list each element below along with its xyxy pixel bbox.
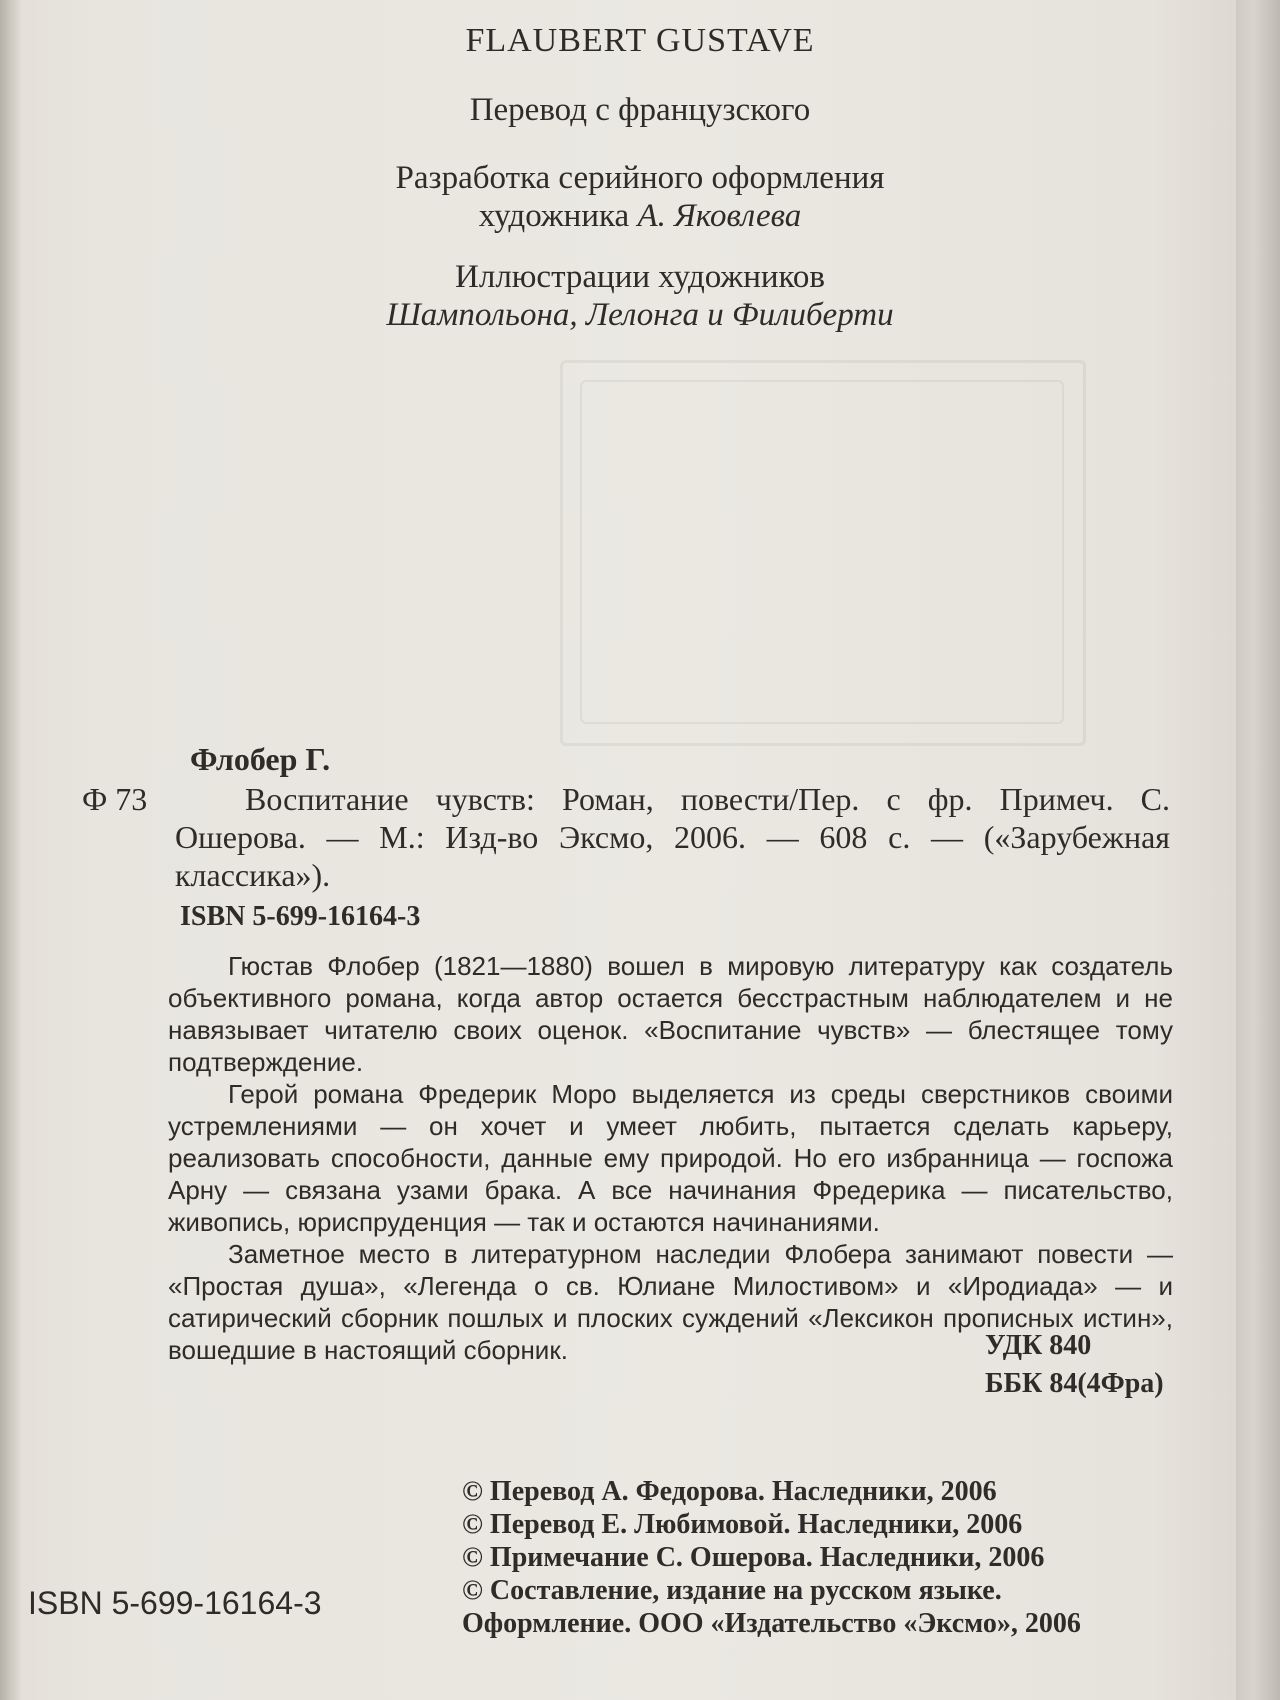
copyright-notices bbox=[462, 1475, 1202, 1640]
copyright-line: © Перевод А. Федорова. Наследники, 2006 bbox=[462, 1476, 997, 1507]
show-through-ghost-inner bbox=[580, 380, 1064, 724]
illustrations-line1: Иллюстрации художников bbox=[455, 259, 825, 295]
copyright-line: © Перевод Е. Любимовой. Наследники, 2006 bbox=[462, 1509, 1023, 1540]
translated-from: Перевод с французского bbox=[469, 92, 811, 128]
series-design-artist: А. Яковлева bbox=[637, 198, 802, 234]
annotation-paragraph: Гюстав Флобер (1821—1880) вошел в мировую литературу как создатель объективного романа, когда автор остается бесстрастным наблюдателем и не навязывает читателю своих оценок. «Воспитание чувств» — блестящее тому подтверждение. bbox=[168, 951, 1173, 1077]
gutter-shadow bbox=[0, 0, 22, 1700]
bib-code: Ф 73 bbox=[82, 781, 148, 817]
copyright-line: © Примечание С. Ошерова. Наследники, 2006 bbox=[462, 1542, 1045, 1573]
annotation-paragraph: Заметное место в литературном наследии Флобера занимают повести — «Простая душа», «Легенда о св. Юлиане Милостивом» и «Иродиада» — и сатирический сборник пошлых и плоских суждений «Лексикон прописных истин», вошедшие в настоящий сборник. bbox=[168, 1239, 1173, 1365]
bib-author: Флобер Г. bbox=[190, 741, 331, 777]
copyright-line: Оформление. ООО «Издательство «Эксмо», 2006 bbox=[462, 1608, 1081, 1639]
series-design-prefix: художника bbox=[478, 198, 638, 234]
series-design-line1: Разработка серийного оформления bbox=[395, 160, 885, 196]
annotation-paragraph: Герой романа Фредерик Моро выделяется из среды сверстников своими устремлениями — он хочет и умеет любить, пытается сделать карьеру, реализовать способности, данные ему природой. Но его избранница — госпожа Арну — связана узами брака. А все начинания Фредерика — писательство, живопись, юриспруденция — так и остаются начинаниями. bbox=[168, 1079, 1173, 1237]
udk-code: УДК 840 bbox=[985, 1330, 1092, 1361]
series-design-credit bbox=[200, 159, 1080, 235]
author-latin-name: FLAUBERT GUSTAVE bbox=[465, 22, 815, 59]
bib-description: Воспитание чувств: Роман, повести/Пер. с фр. Примеч. С. Ошерова. — М.: Изд-во Эксмо, 2006. — 608 с. — («Зарубежная классика»). bbox=[175, 781, 1170, 893]
bbk-code: ББК 84(4Фра) bbox=[985, 1368, 1164, 1399]
classification-codes bbox=[985, 1327, 1164, 1403]
bib-isbn: ISBN 5-699-16164-3 bbox=[180, 901, 421, 932]
illustrations-credit bbox=[200, 258, 1080, 334]
page-edge bbox=[1236, 0, 1280, 1700]
illustrations-artists: Шампольона, Лелонга и Филиберти bbox=[386, 297, 894, 333]
series-design-line2 bbox=[200, 197, 1080, 235]
annotation bbox=[168, 950, 1173, 1366]
isbn-bottom: ISBN 5-699-16164-3 bbox=[28, 1585, 322, 1621]
copyright-line: © Составление, издание на русском языке. bbox=[462, 1575, 1002, 1606]
